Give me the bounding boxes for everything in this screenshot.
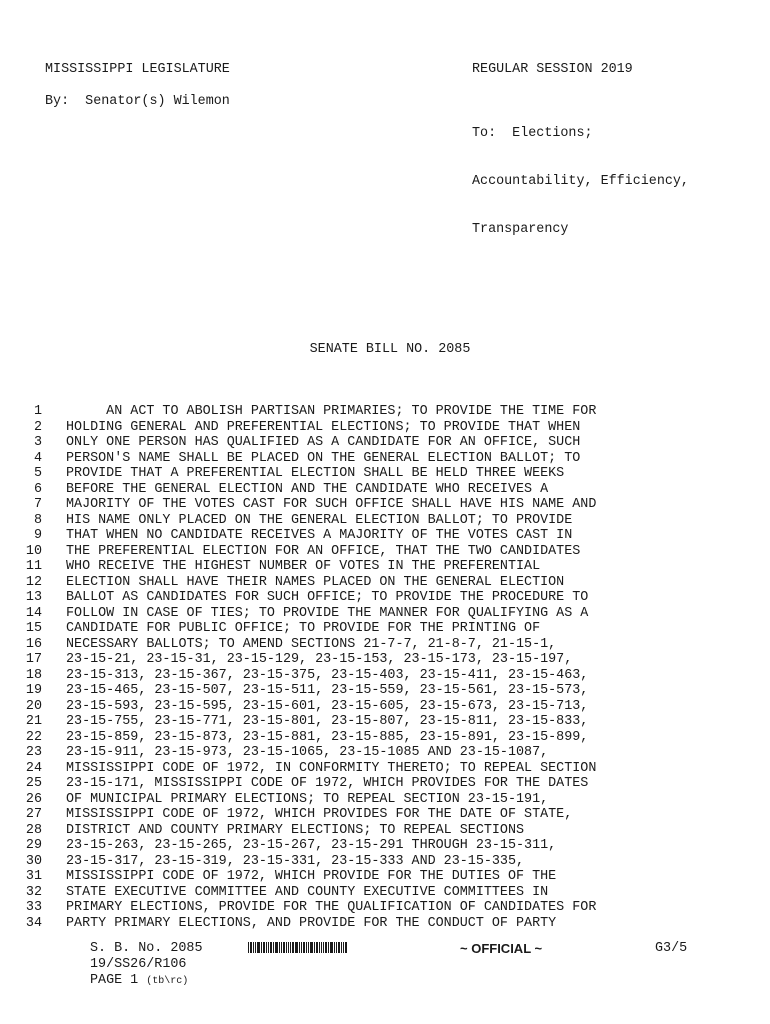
line-text: STATE EXECUTIVE COMMITTEE AND COUNTY EXECUTIVE COMMITTEES IN	[66, 884, 549, 900]
bill-line	[0, 668, 596, 684]
line-text: PROVIDE THAT A PREFERENTIAL ELECTION SHALL BE HELD THREE WEEKS	[66, 466, 565, 481]
bill-line	[0, 699, 596, 715]
line-text: BALLOT AS CANDIDATES FOR SUCH OFFICE; TO PROVIDE THE PROCEDURE TO	[66, 590, 589, 605]
line-number: 7	[33, 497, 42, 512]
line-number: 32	[25, 884, 42, 900]
bill-line	[0, 807, 596, 823]
page-label: PAGE 1	[90, 973, 139, 988]
line-number: 14	[25, 605, 42, 621]
line-text: PRIMARY ELECTIONS, PROVIDE FOR THE QUALIFICATION OF CANDIDATES FOR	[66, 900, 597, 915]
line-text: ELECTION SHALL HAVE THEIR NAMES PLACED ON THE GENERAL ELECTION	[66, 574, 565, 590]
official-stamp: ~ OFFICIAL ~	[460, 941, 543, 956]
line-text: MISSISSIPPI CODE OF 1972, IN CONFORMITY THERETO; TO REPEAL SECTION	[66, 760, 597, 776]
line-number: 3	[33, 435, 42, 450]
line-number: 23	[25, 745, 42, 760]
bill-line	[0, 869, 596, 885]
bill-line	[0, 528, 596, 544]
bill-line	[0, 683, 596, 699]
bill-line	[0, 900, 596, 916]
bill-title: SENATE BILL NO. 2085	[309, 342, 471, 357]
line-number: 1	[33, 404, 42, 419]
line-text: PERSON'S NAME SHALL BE PLACED ON THE GENERAL ELECTION BALLOT; TO	[66, 450, 581, 466]
bill-line	[0, 544, 596, 560]
bill-line	[0, 466, 596, 482]
bill-line	[0, 792, 596, 808]
bill-line	[0, 621, 596, 637]
bill-line	[0, 435, 596, 451]
page-footer	[90, 941, 690, 991]
line-number: 4	[33, 450, 42, 466]
bill-line	[0, 761, 596, 777]
line-number: 2	[33, 419, 42, 435]
line-number: 19	[25, 683, 42, 698]
line-text: THAT WHEN NO CANDIDATE RECEIVES A MAJORITY OF THE VOTES CAST IN	[66, 528, 573, 543]
bill-line	[0, 854, 596, 870]
line-text: PARTY PRIMARY ELECTIONS, AND PROVIDE FOR THE CONDUCT OF PARTY	[66, 915, 557, 931]
line-number: 25	[25, 776, 42, 791]
bill-line	[0, 745, 596, 761]
line-text: 23-15-911, 23-15-973, 23-15-1065, 23-15-1085 AND 23-15-1087,	[66, 745, 549, 760]
line-text: HIS NAME ONLY PLACED ON THE GENERAL ELECTION BALLOT; TO PROVIDE	[66, 512, 573, 528]
bill-line	[0, 575, 596, 591]
line-number: 21	[25, 714, 42, 729]
bill-line	[0, 730, 596, 746]
bill-line	[0, 838, 596, 854]
line-number: 5	[33, 466, 42, 481]
line-text: HOLDING GENERAL AND PREFERENTIAL ELECTIONS; TO PROVIDE THAT WHEN	[66, 419, 581, 435]
line-number: 20	[25, 698, 42, 714]
line-number: 27	[25, 807, 42, 822]
line-number: 34	[25, 915, 42, 931]
line-text: DISTRICT AND COUNTY PRIMARY ELECTIONS; TO REPEAL SECTIONS	[66, 822, 525, 838]
line-text: 23-15-21, 23-15-31, 23-15-129, 23-15-153, 23-15-173, 23-15-197,	[66, 652, 573, 667]
line-number: 33	[25, 900, 42, 915]
sponsor-line: By: Senator(s) Wilemon	[45, 94, 230, 109]
bill-line	[0, 606, 596, 622]
line-number: 11	[25, 559, 42, 574]
bill-line	[0, 776, 596, 792]
line-number: 30	[25, 853, 42, 869]
line-text: 23-15-465, 23-15-507, 23-15-511, 23-15-559, 23-15-561, 23-15-573,	[66, 683, 589, 698]
session-heading: REGULAR SESSION 2019	[472, 62, 633, 77]
typist-initials: (tb\rc)	[146, 976, 189, 987]
line-number: 28	[25, 822, 42, 838]
line-number: 26	[25, 791, 42, 807]
barcode	[248, 942, 354, 953]
line-text: OF MUNICIPAL PRIMARY ELECTIONS; TO REPEAL SECTION 23-15-191,	[66, 791, 549, 807]
line-text: BEFORE THE GENERAL ELECTION AND THE CANDIDATE WHO RECEIVES A	[66, 481, 549, 497]
bill-line	[0, 559, 596, 575]
document-code: 19/SS26/R106	[90, 957, 187, 972]
line-number: 16	[25, 636, 42, 652]
bill-line	[0, 823, 596, 839]
bill-line	[0, 482, 596, 498]
referral-line: Accountability, Efficiency,	[472, 174, 689, 189]
bill-line	[0, 497, 596, 513]
referral-committees	[472, 94, 689, 254]
bill-line	[0, 451, 596, 467]
line-number: 17	[25, 652, 42, 667]
line-number: 22	[25, 729, 42, 745]
line-number: 18	[25, 667, 42, 683]
bill-text	[0, 404, 596, 931]
line-number: 24	[25, 760, 42, 776]
bill-line	[0, 420, 596, 436]
line-text: 23-15-171, MISSISSIPPI CODE OF 1972, WHICH PROVIDES FOR THE DATES	[66, 776, 589, 791]
line-text: AN ACT TO ABOLISH PARTISAN PRIMARIES; TO PROVIDE THE TIME FOR	[66, 404, 597, 419]
bill-reference: S. B. No. 2085	[90, 941, 203, 956]
referral-line: Transparency	[472, 222, 569, 237]
line-number: 13	[25, 590, 42, 605]
line-number: 6	[33, 481, 42, 497]
line-text: NECESSARY BALLOTS; TO AMEND SECTIONS 21-7-7, 21-8-7, 21-15-1,	[66, 636, 557, 652]
bill-line	[0, 637, 596, 653]
line-number: 9	[33, 528, 42, 543]
line-number: 12	[25, 574, 42, 590]
line-text: CANDIDATE FOR PUBLIC OFFICE; TO PROVIDE FOR THE PRINTING OF	[66, 621, 541, 636]
line-text: 23-15-317, 23-15-319, 23-15-331, 23-15-333 AND 23-15-335,	[66, 853, 525, 869]
bill-line	[0, 885, 596, 901]
bill-line	[0, 652, 596, 668]
line-number: 8	[33, 512, 42, 528]
page-number	[90, 973, 188, 990]
line-number: 10	[25, 543, 42, 559]
line-number: 31	[25, 869, 42, 884]
line-text: 23-15-755, 23-15-771, 23-15-801, 23-15-807, 23-15-811, 23-15-833,	[66, 714, 589, 729]
line-text: ONLY ONE PERSON HAS QUALIFIED AS A CANDIDATE FOR AN OFFICE, SUCH	[66, 435, 581, 450]
line-text: 23-15-313, 23-15-367, 23-15-375, 23-15-403, 23-15-411, 23-15-463,	[66, 667, 589, 683]
referral-line: To: Elections;	[472, 126, 593, 141]
bill-line	[0, 714, 596, 730]
bill-line	[0, 404, 596, 420]
line-text: MISSISSIPPI CODE OF 1972, WHICH PROVIDE FOR THE DUTIES OF THE	[66, 869, 557, 884]
line-number: 29	[25, 838, 42, 853]
line-text: MISSISSIPPI CODE OF 1972, WHICH PROVIDES FOR THE DATE OF STATE,	[66, 807, 573, 822]
line-text: 23-15-263, 23-15-265, 23-15-267, 23-15-291 THROUGH 23-15-311,	[66, 838, 557, 853]
line-text: WHO RECEIVE THE HIGHEST NUMBER OF VOTES IN THE PREFERENTIAL	[66, 559, 541, 574]
line-text: MAJORITY OF THE VOTES CAST FOR SUCH OFFICE SHALL HAVE HIS NAME AND	[66, 497, 597, 512]
bill-line	[0, 513, 596, 529]
group-code: G3/5	[655, 941, 688, 956]
line-text: 23-15-593, 23-15-595, 23-15-601, 23-15-605, 23-15-673, 23-15-713,	[66, 698, 589, 714]
line-text: THE PREFERENTIAL ELECTION FOR AN OFFICE, THAT THE TWO CANDIDATES	[66, 543, 581, 559]
bill-line	[0, 916, 596, 932]
line-text: 23-15-859, 23-15-873, 23-15-881, 23-15-885, 23-15-891, 23-15-899,	[66, 729, 589, 745]
line-number: 15	[25, 621, 42, 636]
bill-line	[0, 590, 596, 606]
line-text: FOLLOW IN CASE OF TIES; TO PROVIDE THE MANNER FOR QUALIFYING AS A	[66, 605, 589, 621]
legislature-heading: MISSISSIPPI LEGISLATURE	[45, 62, 230, 77]
